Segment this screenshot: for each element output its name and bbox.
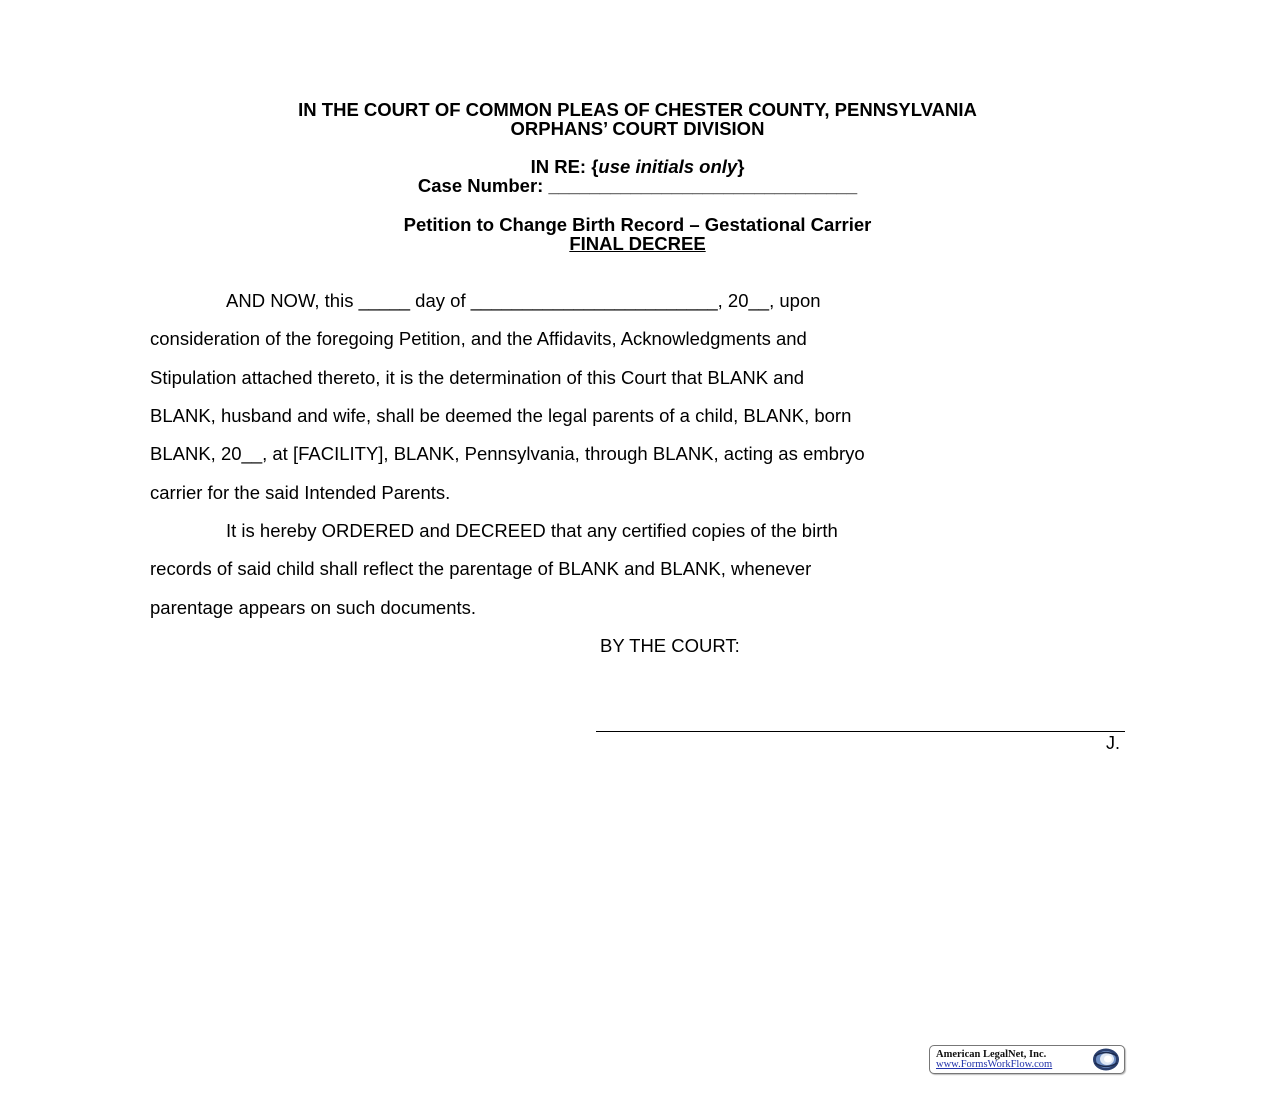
paragraph1-line2: consideration of the foregoing Petition, and the Affidavits, Acknowledgments and: [150, 328, 807, 349]
american-legalnet-logo[interactable]: [929, 1045, 1125, 1074]
case-number-line: [0, 176, 1275, 196]
petition-title: Petition to Change Birth Record – Gestational Carrier: [403, 214, 872, 235]
decree-title: FINAL DECREE: [569, 233, 706, 254]
in-re-value: use initials only: [598, 156, 738, 177]
paragraph2-line1: It is hereby ORDERED and DECREED that any certified copies of the birth: [226, 520, 838, 541]
globe-icon: [1091, 1047, 1121, 1072]
logo-company-name: American LegalNet, Inc.: [936, 1049, 1047, 1060]
paragraph1-line1: AND NOW, this _____ day of ________________________, 20__, upon: [226, 290, 821, 311]
court-heading: IN THE COURT OF COMMON PLEAS OF CHESTER COUNTY, PENNSYLVANIA: [298, 99, 977, 120]
case-number-field[interactable]: ______________________________: [548, 175, 858, 196]
judge-suffix: J.: [1106, 733, 1121, 753]
paragraph2-line3: parentage appears on such documents.: [150, 597, 477, 618]
paragraph1-line6: carrier for the said Intended Parents.: [150, 482, 451, 503]
logo-url-link[interactable]: www.FormsWorkFlow.com: [936, 1059, 1053, 1070]
paragraph1-line3: Stipulation attached thereto, it is the determination of this Court that BLANK and: [150, 367, 805, 388]
judge-signature-line[interactable]: [596, 731, 1125, 732]
in-re-label: IN RE: {: [530, 156, 599, 177]
paragraph1-line4: BLANK, husband and wife, shall be deemed the legal parents of a child, BLANK, born: [150, 405, 852, 426]
by-the-court: BY THE COURT:: [600, 635, 740, 656]
in-re-close: }: [737, 156, 745, 177]
paragraph2-line2: records of said child shall reflect the parentage of BLANK and BLANK, whenever: [150, 558, 812, 579]
paragraph1-line5: BLANK, 20__, at [FACILITY], BLANK, Pennsylvania, through BLANK, acting as embryo: [150, 443, 865, 464]
division-heading: ORPHANS’ COURT DIVISION: [510, 118, 765, 139]
case-number-label: Case Number:: [417, 175, 549, 196]
in-re-line: [0, 157, 1275, 177]
